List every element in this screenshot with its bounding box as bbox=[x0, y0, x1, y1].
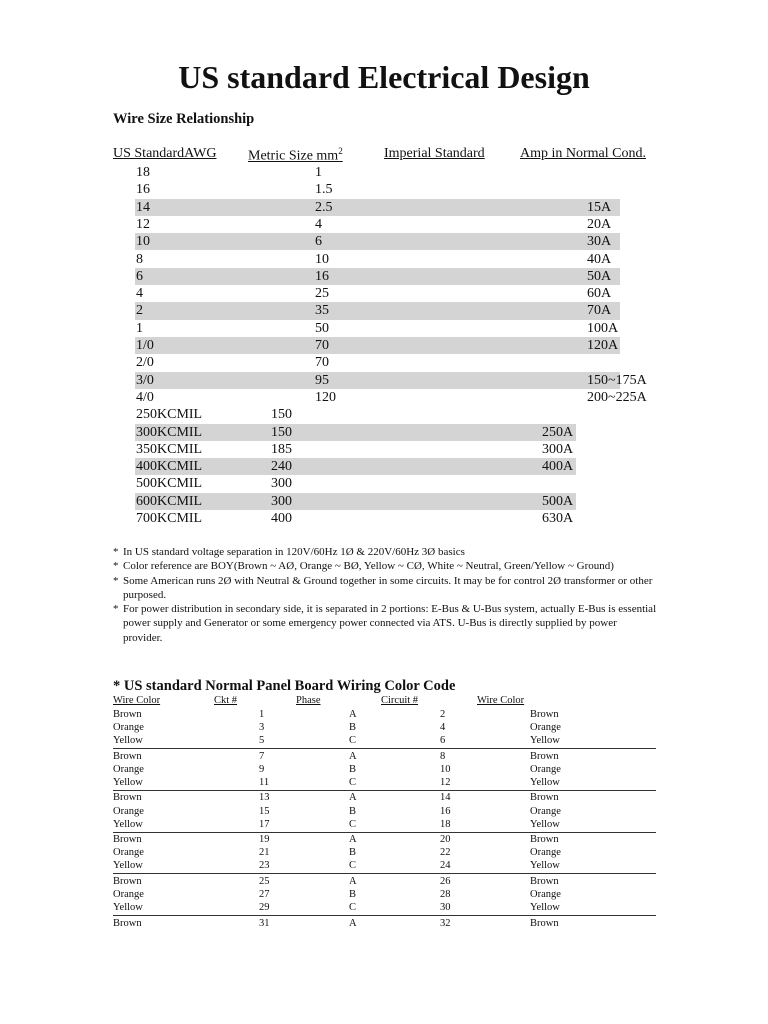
metric-cell: 35 bbox=[315, 303, 329, 319]
row-shading bbox=[135, 233, 620, 250]
table-row bbox=[0, 750, 768, 763]
right-color-cell: Orange bbox=[530, 888, 561, 900]
phase-cell: A bbox=[349, 792, 357, 804]
amp-cell: 60A bbox=[587, 286, 612, 302]
metric-cell: 25 bbox=[315, 286, 329, 302]
phase-cell: A bbox=[349, 834, 357, 846]
right-color-cell: Brown bbox=[530, 750, 559, 762]
metric-cell: 70 bbox=[315, 355, 329, 371]
circuit-cell: 8 bbox=[440, 750, 446, 762]
header-wire-color-right: Wire Color bbox=[477, 695, 525, 706]
circuit-cell: 28 bbox=[440, 888, 451, 900]
header-metric-text: Metric Size mm bbox=[248, 148, 339, 164]
metric-cell: 400 bbox=[271, 511, 292, 526]
table-row bbox=[0, 216, 768, 233]
row-shading bbox=[135, 337, 620, 354]
table-row bbox=[0, 199, 768, 216]
awg-cell: 4 bbox=[136, 286, 143, 302]
header-metric-sup: 2 bbox=[338, 146, 343, 156]
phase-cell: C bbox=[349, 776, 357, 788]
row-shading bbox=[135, 302, 620, 319]
table-row bbox=[0, 406, 768, 423]
phase-cell: C bbox=[349, 860, 357, 872]
header-wire-color-left: Wire Color bbox=[113, 695, 161, 706]
header-imperial: Imperial Standard bbox=[384, 146, 485, 161]
awg-cell: 500KCMIL bbox=[136, 476, 203, 492]
notes-list bbox=[113, 545, 658, 645]
awg-cell: 6 bbox=[136, 268, 143, 284]
amp-cell: 250A bbox=[542, 424, 574, 440]
table-row bbox=[0, 441, 768, 458]
note-item: * In US standard voltage separation in 120V/60Hz 1Ø & 220V/60Hz 3Ø basics bbox=[113, 545, 658, 559]
awg-cell: 300KCMIL bbox=[136, 424, 203, 440]
metric-cell: 120 bbox=[315, 389, 336, 405]
metric-cell: 185 bbox=[271, 441, 292, 457]
ckt-cell: 19 bbox=[259, 834, 270, 846]
phase-cell: C bbox=[349, 735, 357, 747]
note-item: * Some American runs 2Ø with Neutral & Ground together in some circuits. It may be for control 2Ø transformer or other purposed. bbox=[113, 574, 658, 603]
circuit-cell: 14 bbox=[440, 792, 451, 804]
circuit-cell: 20 bbox=[440, 834, 451, 846]
awg-cell: 16 bbox=[136, 182, 150, 198]
metric-cell: 240 bbox=[271, 459, 292, 475]
amp-cell: 400A bbox=[542, 459, 574, 475]
ckt-cell: 5 bbox=[259, 735, 265, 747]
table-row bbox=[0, 164, 768, 181]
ckt-cell: 7 bbox=[259, 750, 265, 762]
awg-cell: 2/0 bbox=[136, 355, 154, 371]
ckt-cell: 1 bbox=[259, 709, 265, 720]
table-row bbox=[0, 354, 768, 371]
ckt-cell: 15 bbox=[259, 805, 270, 817]
amp-cell: 200~225A bbox=[587, 389, 647, 405]
awg-cell: 3/0 bbox=[136, 372, 154, 388]
right-color-cell: Brown bbox=[530, 792, 559, 804]
right-color-cell: Orange bbox=[530, 722, 561, 734]
phase-cell: A bbox=[349, 875, 357, 887]
metric-cell: 10 bbox=[315, 251, 329, 267]
awg-cell: 4/0 bbox=[136, 389, 154, 405]
awg-cell: 1 bbox=[136, 320, 143, 336]
circuit-cell: 12 bbox=[440, 776, 451, 788]
table-row bbox=[0, 372, 768, 389]
circuit-cell: 2 bbox=[440, 709, 446, 720]
table-row bbox=[0, 181, 768, 198]
table-row bbox=[0, 901, 768, 914]
circuit-cell: 4 bbox=[440, 722, 446, 734]
header-awg: US StandardAWG bbox=[113, 146, 217, 161]
phase-cell: A bbox=[349, 709, 357, 720]
metric-cell: 2.5 bbox=[315, 199, 333, 215]
circuit-cell: 26 bbox=[440, 875, 451, 887]
section-heading: Wire Size Relationship bbox=[113, 111, 255, 127]
left-color-cell: Brown bbox=[113, 917, 142, 929]
awg-cell: 350KCMIL bbox=[136, 441, 203, 457]
left-color-cell: Brown bbox=[113, 875, 142, 887]
phase-cell: B bbox=[349, 847, 357, 859]
metric-cell: 70 bbox=[315, 338, 329, 353]
metric-cell: 16 bbox=[315, 268, 329, 284]
left-color-cell: Orange bbox=[113, 722, 144, 734]
table-row bbox=[0, 776, 768, 789]
amp-cell: 630A bbox=[542, 511, 574, 526]
left-color-cell: Yellow bbox=[113, 860, 143, 872]
circuit-cell: 30 bbox=[440, 902, 451, 913]
ckt-cell: 25 bbox=[259, 875, 270, 887]
table-row bbox=[0, 424, 768, 441]
right-color-cell: Yellow bbox=[530, 776, 560, 788]
left-color-cell: Yellow bbox=[113, 902, 143, 913]
right-color-cell: Yellow bbox=[530, 735, 560, 747]
ckt-cell: 23 bbox=[259, 860, 270, 872]
amp-cell: 100A bbox=[587, 320, 619, 336]
table-row bbox=[0, 846, 768, 859]
table-row bbox=[0, 888, 768, 901]
header-circuit: Circuit # bbox=[381, 695, 419, 706]
table-row bbox=[0, 708, 768, 721]
right-color-cell: Brown bbox=[530, 875, 559, 887]
right-color-cell: Yellow bbox=[530, 818, 560, 830]
table-row bbox=[0, 875, 768, 888]
amp-cell: 30A bbox=[587, 234, 612, 250]
table-row bbox=[0, 493, 768, 510]
right-color-cell: Brown bbox=[530, 917, 559, 929]
right-color-cell: Orange bbox=[530, 763, 561, 775]
page-title: US standard Electrical Design bbox=[178, 59, 590, 95]
amp-cell: 300A bbox=[542, 441, 574, 457]
ckt-cell: 29 bbox=[259, 902, 270, 913]
table-row bbox=[0, 833, 768, 846]
awg-cell: 250KCMIL bbox=[136, 407, 203, 423]
amp-cell: 50A bbox=[587, 268, 612, 284]
amp-cell: 70A bbox=[587, 303, 612, 319]
circuit-cell: 6 bbox=[440, 735, 446, 747]
table-row bbox=[0, 791, 768, 804]
metric-cell: 50 bbox=[315, 320, 329, 336]
table-row bbox=[0, 734, 768, 747]
left-color-cell: Yellow bbox=[113, 818, 143, 830]
metric-cell: 150 bbox=[271, 407, 292, 423]
table-row bbox=[0, 859, 768, 872]
amp-cell: 20A bbox=[587, 216, 612, 232]
ckt-cell: 17 bbox=[259, 818, 270, 830]
awg-cell: 400KCMIL bbox=[136, 459, 203, 475]
left-color-cell: Orange bbox=[113, 888, 144, 900]
phase-cell: B bbox=[349, 888, 357, 900]
left-color-cell: Brown bbox=[113, 709, 142, 720]
row-shading bbox=[135, 199, 620, 216]
awg-cell: 18 bbox=[136, 165, 150, 180]
header-amp: Amp in Normal Cond. bbox=[520, 146, 646, 161]
phase-cell: B bbox=[349, 722, 357, 734]
phase-cell: B bbox=[349, 805, 357, 817]
amp-cell: 40A bbox=[587, 251, 612, 267]
table-row bbox=[0, 475, 768, 492]
table-row bbox=[0, 285, 768, 302]
ckt-cell: 3 bbox=[259, 722, 265, 734]
circuit-cell: 32 bbox=[440, 917, 451, 929]
right-color-cell: Yellow bbox=[530, 860, 560, 872]
ckt-cell: 9 bbox=[259, 763, 265, 775]
awg-cell: 8 bbox=[136, 251, 143, 267]
table-row bbox=[0, 805, 768, 818]
table-row bbox=[0, 320, 768, 337]
metric-cell: 300 bbox=[271, 493, 292, 509]
ckt-cell: 11 bbox=[259, 776, 270, 788]
ckt-cell: 27 bbox=[259, 888, 270, 900]
right-color-cell: Orange bbox=[530, 805, 561, 817]
left-color-cell: Yellow bbox=[113, 776, 143, 788]
table-row bbox=[0, 251, 768, 268]
table-row bbox=[0, 818, 768, 831]
table-row bbox=[0, 763, 768, 776]
left-color-cell: Brown bbox=[113, 750, 142, 762]
right-color-cell: Orange bbox=[530, 847, 561, 859]
circuit-cell: 24 bbox=[440, 860, 451, 872]
amp-cell: 120A bbox=[587, 338, 619, 353]
amp-cell: 15A bbox=[587, 199, 612, 215]
left-color-cell: Brown bbox=[113, 792, 142, 804]
left-color-cell: Orange bbox=[113, 805, 144, 817]
awg-cell: 10 bbox=[136, 234, 150, 250]
ckt-cell: 21 bbox=[259, 847, 270, 859]
header-phase: Phase bbox=[296, 695, 321, 706]
metric-cell: 150 bbox=[271, 424, 292, 440]
left-color-cell: Orange bbox=[113, 763, 144, 775]
table-row bbox=[0, 510, 768, 527]
ckt-cell: 13 bbox=[259, 792, 270, 804]
amp-cell: 150~175A bbox=[587, 372, 647, 388]
right-color-cell: Yellow bbox=[530, 902, 560, 913]
awg-cell: 600KCMIL bbox=[136, 493, 203, 509]
left-color-cell: Brown bbox=[113, 834, 142, 846]
panel-table-title: * US standard Normal Panel Board Wiring Color Code bbox=[113, 678, 456, 694]
ckt-cell: 31 bbox=[259, 917, 270, 929]
phase-cell: B bbox=[349, 763, 357, 775]
awg-cell: 14 bbox=[136, 199, 150, 215]
phase-cell: C bbox=[349, 902, 357, 913]
phase-cell: A bbox=[349, 917, 357, 929]
row-shading bbox=[135, 372, 620, 389]
metric-cell: 6 bbox=[315, 234, 322, 250]
awg-cell: 700KCMIL bbox=[136, 511, 203, 526]
metric-cell: 1 bbox=[315, 165, 322, 180]
table-row bbox=[0, 458, 768, 475]
note-item: * For power distribution in secondary side, it is separated in 2 portions: E-Bus & U-Bus system, actually E-Bus is essential power supply and Generator or some emergency power connected via ATS. U-Bus is directly supplied by power provider. bbox=[113, 602, 658, 645]
awg-cell: 1/0 bbox=[136, 338, 154, 353]
awg-cell: 12 bbox=[136, 216, 150, 232]
header-ckt: Ckt # bbox=[214, 695, 238, 706]
table-row bbox=[0, 268, 768, 285]
circuit-cell: 10 bbox=[440, 763, 451, 775]
circuit-cell: 16 bbox=[440, 805, 451, 817]
header-metric bbox=[248, 146, 343, 165]
table-row bbox=[0, 302, 768, 319]
metric-cell: 4 bbox=[315, 216, 322, 232]
phase-cell: C bbox=[349, 818, 357, 830]
table-row bbox=[0, 389, 768, 406]
right-color-cell: Brown bbox=[530, 709, 559, 720]
metric-cell: 300 bbox=[271, 476, 292, 492]
metric-cell: 1.5 bbox=[315, 182, 333, 198]
table-row bbox=[0, 917, 768, 930]
phase-cell: A bbox=[349, 750, 357, 762]
metric-cell: 95 bbox=[315, 372, 329, 388]
awg-cell: 2 bbox=[136, 303, 143, 319]
left-color-cell: Yellow bbox=[113, 735, 143, 747]
note-item: * Color reference are BOY(Brown ~ AØ, Orange ~ BØ, Yellow ~ CØ, White ~ Neutral, Green/Yellow ~ Ground) bbox=[113, 559, 658, 573]
left-color-cell: Orange bbox=[113, 847, 144, 859]
table-row bbox=[0, 721, 768, 734]
table-row bbox=[0, 337, 768, 354]
row-shading bbox=[135, 268, 620, 285]
circuit-cell: 22 bbox=[440, 847, 451, 859]
circuit-cell: 18 bbox=[440, 818, 451, 830]
amp-cell: 500A bbox=[542, 493, 574, 509]
right-color-cell: Brown bbox=[530, 834, 559, 846]
table-row bbox=[0, 233, 768, 250]
